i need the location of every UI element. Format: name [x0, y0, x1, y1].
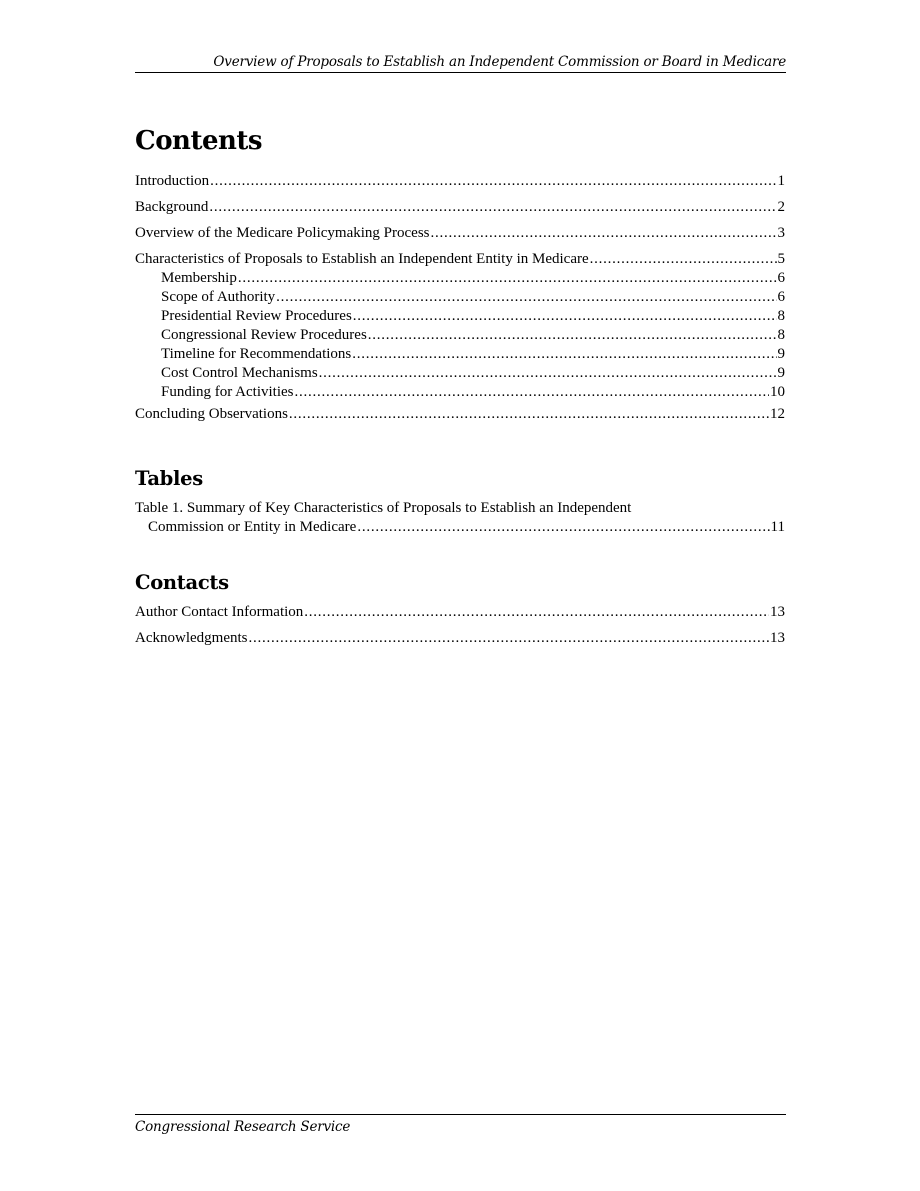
contents-heading: Contents	[135, 126, 263, 156]
dot-leader	[353, 307, 777, 326]
toc-entry-page: 9	[777, 346, 785, 362]
toc-entry-label: Membership	[161, 270, 237, 286]
toc-subentry-membership[interactable]	[135, 269, 785, 288]
toc-entry-page: 13	[770, 630, 785, 646]
dot-leader	[590, 250, 777, 269]
running-footer: Congressional Research Service	[135, 1119, 351, 1135]
toc-entry-page: 8	[777, 327, 785, 343]
section-spacer	[135, 537, 785, 569]
dot-leader	[304, 603, 769, 622]
table-entry-page: 11	[770, 519, 785, 535]
toc-entry-label: Introduction	[135, 173, 210, 189]
toc-entry-page: 1	[777, 173, 785, 189]
dot-leader	[238, 269, 777, 288]
header-rule	[135, 72, 786, 73]
table-entry-label-line1: Table 1. Summary of Key Characteristics of Proposals to Establish an Independent	[135, 500, 632, 516]
dot-leader	[209, 198, 776, 217]
contacts-heading: Contacts	[135, 571, 229, 594]
toc-entry-label: Concluding Observations	[135, 406, 288, 422]
dot-leader	[289, 405, 769, 424]
toc-entry-page: 5	[777, 251, 785, 267]
toc-entry-policymaking-process[interactable]	[135, 224, 785, 243]
dot-leader	[368, 326, 777, 345]
footer-rule	[135, 1114, 786, 1115]
toc-subentry-congressional-review[interactable]	[135, 326, 785, 345]
toc-entry-page: 9	[777, 365, 785, 381]
toc-entry-label: Author Contact Information	[135, 604, 304, 620]
table-list-entry-table-1[interactable]	[135, 499, 785, 537]
tables-heading: Tables	[135, 467, 203, 490]
toc-entry-page: 3	[777, 225, 785, 241]
toc-entry-label: Overview of the Medicare Policymaking Process	[135, 225, 430, 241]
dot-leader	[357, 518, 769, 537]
toc-subentry-timeline[interactable]	[135, 345, 785, 364]
toc-entry-page: 8	[777, 308, 785, 324]
toc-entry-label: Presidential Review Procedures	[161, 308, 352, 324]
toc-entry-label: Cost Control Mechanisms	[161, 365, 318, 381]
section-spacer	[135, 431, 785, 465]
toc-entry-page: 6	[777, 270, 785, 286]
toc-entry-page: 12	[770, 406, 785, 422]
contents-list	[135, 172, 785, 424]
toc-subentry-presidential-review[interactable]	[135, 307, 785, 326]
toc-subentry-scope-of-authority[interactable]	[135, 288, 785, 307]
dot-leader	[248, 629, 769, 648]
toc-entry-acknowledgments[interactable]	[135, 629, 785, 648]
toc-entry-introduction[interactable]	[135, 172, 785, 191]
toc-entry-characteristics[interactable]	[135, 250, 785, 269]
running-header: Overview of Proposals to Establish an Independent Commission or Board in Medicare	[213, 54, 786, 70]
table-of-contents	[135, 122, 785, 655]
toc-entry-page: 6	[777, 289, 785, 305]
contacts-list	[135, 603, 785, 648]
toc-entry-label: Funding for Activities	[161, 384, 294, 400]
toc-entry-page: 10	[770, 384, 785, 400]
toc-entry-label: Acknowledgments	[135, 630, 248, 646]
dot-leader	[319, 364, 777, 383]
toc-entry-page: 13	[770, 604, 785, 620]
dot-leader	[276, 288, 776, 307]
toc-entry-label: Characteristics of Proposals to Establish an Independent Entity in Medicare	[135, 251, 589, 267]
toc-entry-label: Timeline for Recommendations	[161, 346, 352, 362]
toc-entry-label: Congressional Review Procedures	[161, 327, 367, 343]
dot-leader	[295, 383, 770, 402]
toc-entry-author-contact[interactable]	[135, 603, 785, 622]
toc-entry-concluding-observations[interactable]	[135, 405, 785, 424]
dot-leader	[431, 224, 777, 243]
table-entry-line2	[135, 518, 785, 537]
toc-entry-label: Scope of Authority	[161, 289, 276, 305]
dot-leader	[352, 345, 776, 364]
toc-entry-background[interactable]	[135, 198, 785, 217]
table-entry-label-line2: Commission or Entity in Medicare	[148, 519, 357, 535]
toc-entry-label: Background	[135, 199, 209, 215]
toc-entry-page: 2	[777, 199, 785, 215]
toc-subentry-funding[interactable]	[135, 383, 785, 402]
dot-leader	[210, 172, 776, 191]
toc-subentry-cost-control[interactable]	[135, 364, 785, 383]
